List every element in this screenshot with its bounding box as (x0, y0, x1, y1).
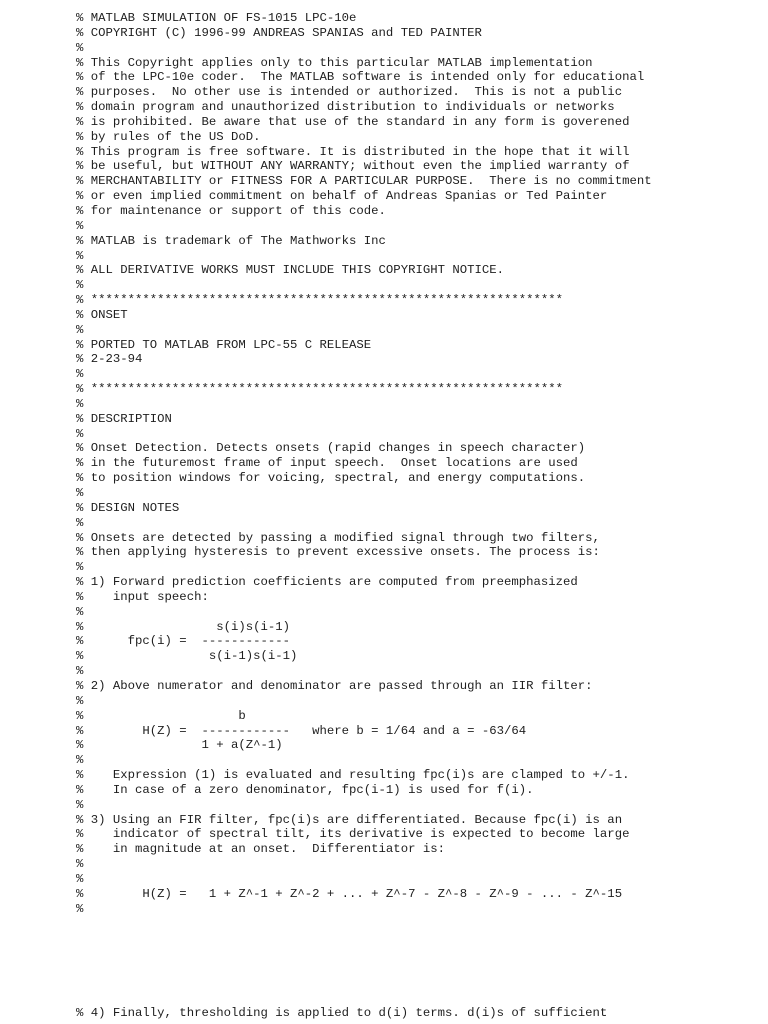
comment-line: % (76, 40, 84, 55)
comment-line: % b (76, 708, 246, 723)
comment-line: % in the futuremost frame of input speech. Onset locations are used (76, 456, 578, 471)
comment-line: % (76, 367, 84, 382)
comment-line: % **************************************************************** (76, 382, 564, 397)
comment-line: % PORTED TO MATLAB FROM LPC-55 C RELEASE (76, 337, 372, 352)
comment-line: % Onsets are detected by passing a modified signal through two filters, (76, 530, 600, 545)
comment-line: % **************************************************************** (76, 293, 564, 308)
comment-line: % (76, 218, 84, 233)
comment-line: % in magnitude at an onset. Differentiator is: (76, 842, 445, 857)
comment-line: % (76, 426, 84, 441)
comment-line: % (76, 693, 84, 708)
comment-line: % input speech: (76, 589, 209, 604)
comment-line: % (76, 753, 84, 768)
comment-line: % 1 + a(Z^-1) (76, 738, 283, 753)
trailing-comment-line: % 4) Finally, thresholding is applied to d(i) terms. d(i)s of sufficient (76, 1006, 608, 1020)
comment-line: % be useful, but WITHOUT ANY WARRANTY; without even the implied warranty of (76, 159, 630, 174)
comment-line: % DESIGN NOTES (76, 500, 180, 515)
comment-line: % COPYRIGHT (C) 1996-99 ANDREAS SPANIAS and TED PAINTER (76, 25, 482, 40)
comment-line: % H(Z) = 1 + Z^-1 + Z^-2 + ... + Z^-7 - Z^-8 - Z^-9 - ... - Z^-15 (76, 886, 623, 901)
comment-line: % (76, 396, 84, 411)
comment-line: % (76, 515, 84, 530)
comment-line: % (76, 857, 84, 872)
comment-line: % (76, 901, 84, 916)
comment-line: % by rules of the US DoD. (76, 129, 261, 144)
comment-line: % 1) Forward prediction coefficients are computed from preemphasized (76, 575, 578, 590)
comment-line: % (76, 604, 84, 619)
comment-line: % MATLAB is trademark of The Mathworks Inc (76, 233, 386, 248)
comment-line: % of the LPC-10e coder. The MATLAB software is intended only for educational (76, 70, 645, 85)
comment-line: % s(i-1)s(i-1) (76, 649, 298, 664)
comment-line: % MERCHANTABILITY or FITNESS FOR A PARTICULAR PURPOSE. There is no commitment (76, 174, 652, 189)
comment-line: % (76, 322, 84, 337)
comment-line: % s(i)s(i-1) (76, 619, 291, 634)
comment-line: % H(Z) = ------------ where b = 1/64 and a = -63/64 (76, 723, 527, 738)
comment-line: % indicator of spectral tilt, its derivative is expected to become large (76, 827, 630, 842)
comment-line: % (76, 871, 84, 886)
comment-line: % Expression (1) is evaluated and resulting fpc(i)s are clamped to +/-1. (76, 768, 630, 783)
comment-line: % (76, 248, 84, 263)
comment-line: % (76, 486, 84, 500)
source-comment-block (76, 11, 652, 916)
comment-line: % then applying hysteresis to prevent excessive onsets. The process is: (76, 545, 600, 560)
comment-line: % 3) Using an FIR filter, fpc(i)s are differentiated. Because fpc(i) is an (76, 812, 623, 827)
comment-line: % MATLAB SIMULATION OF FS-1015 LPC-10e (76, 11, 357, 25)
comment-line: % (76, 664, 84, 679)
comment-line: % In case of a zero denominator, fpc(i-1) is used for f(i). (76, 782, 534, 797)
comment-line: % Onset Detection. Detects onsets (rapid changes in speech character) (76, 441, 586, 456)
comment-line: % for maintenance or support of this code. (76, 203, 386, 218)
comment-line: % purposes. No other use is intended or authorized. This is not a public (76, 85, 623, 100)
comment-line: % domain program and unauthorized distribution to individuals or networks (76, 100, 615, 115)
comment-line: % ALL DERIVATIVE WORKS MUST INCLUDE THIS COPYRIGHT NOTICE. (76, 263, 505, 278)
comment-line: % (76, 278, 84, 293)
comment-line: % (76, 560, 84, 575)
comment-line: % to position windows for voicing, spectral, and energy computations. (76, 471, 586, 486)
comment-line: % fpc(i) = ------------ (76, 634, 291, 649)
comment-line: % This Copyright applies only to this particular MATLAB implementation (76, 55, 593, 70)
comment-line: % 2-23-94 (76, 352, 143, 367)
comment-line: % (76, 797, 84, 812)
comment-line: % or even implied commitment on behalf of Andreas Spanias or Ted Painter (76, 189, 608, 204)
comment-line: % DESCRIPTION (76, 411, 172, 426)
comment-line: % ONSET (76, 307, 128, 322)
comment-line: % is prohibited. Be aware that use of the standard in any form is goverened (76, 114, 630, 129)
comment-line: % This program is free software. It is distributed in the hope that it will (76, 144, 630, 159)
comment-line: % 2) Above numerator and denominator are passed through an IIR filter: (76, 678, 593, 693)
